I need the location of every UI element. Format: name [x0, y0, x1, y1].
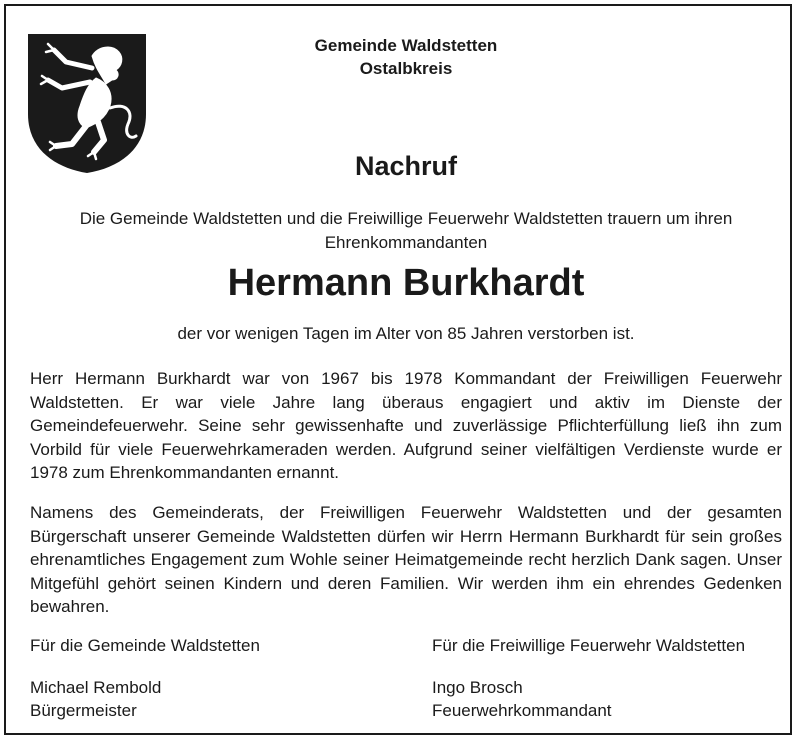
intro-text: Die Gemeinde Waldstetten und die Freiwillige Feuerwehr Waldstetten trauern um ihren Ehrenkommandanten: [79, 209, 733, 252]
paragraph-thanks: Namens des Gemeinderats, der Freiwilligen Feuerwehr Waldstetten und der gesamten Bürgerschaft unserer Gemeinde Waldstetten dürfen wir Herrn Hermann Burkhardt für sein großes ehrenamtliches Engagement zum Wohle seiner Heimatgemeinde recht herzlich Dank sagen. Unser Mitgefühl gehört seinen Kindern und deren Familien. Wir werden ihm ein ehrendes Gedenken bewahren.: [30, 503, 782, 616]
signature-right-person: Ingo Brosch: [432, 678, 523, 697]
signature-right-role: Feuerwehrkommandant: [432, 701, 612, 720]
notice-title: Nachruf: [354, 151, 457, 181]
signature-right-org: Für die Freiwillige Feuerwehr Waldstetten: [432, 636, 746, 655]
signature-left-person: Michael Rembold: [30, 678, 162, 697]
signature-left-org: Für die Gemeinde Waldstetten: [30, 636, 260, 655]
age-line: der vor wenigen Tagen im Alter von 85 Jahren verstorben ist.: [177, 324, 635, 343]
obituary-notice: [4, 4, 792, 735]
paragraph-biography: Herr Hermann Burkhardt war von 1967 bis 1978 Kommandant der Freiwilligen Feuerwehr Waldstetten. Er war viele Jahre lang überaus engagiert und aktiv im Dienste der Gemeindefeuerwehr. Seine sehr gewissenhafte und zuverlässige Pflichterfüllung ließ ihn zum Vorbild für viele Feuerwehrkameraden werden. Aufgrund seiner vielfältigen Verdienste wurde er 1978 zum Ehrenkommandanten ernannt.: [30, 369, 782, 482]
lion-coat-of-arms-icon: [26, 32, 148, 174]
district-name: Ostalbkreis: [359, 59, 453, 78]
deceased-name: Hermann Burkhardt: [227, 262, 585, 304]
municipality-name: Gemeinde Waldstetten: [314, 36, 498, 55]
signature-left-role: Bürgermeister: [30, 701, 137, 720]
